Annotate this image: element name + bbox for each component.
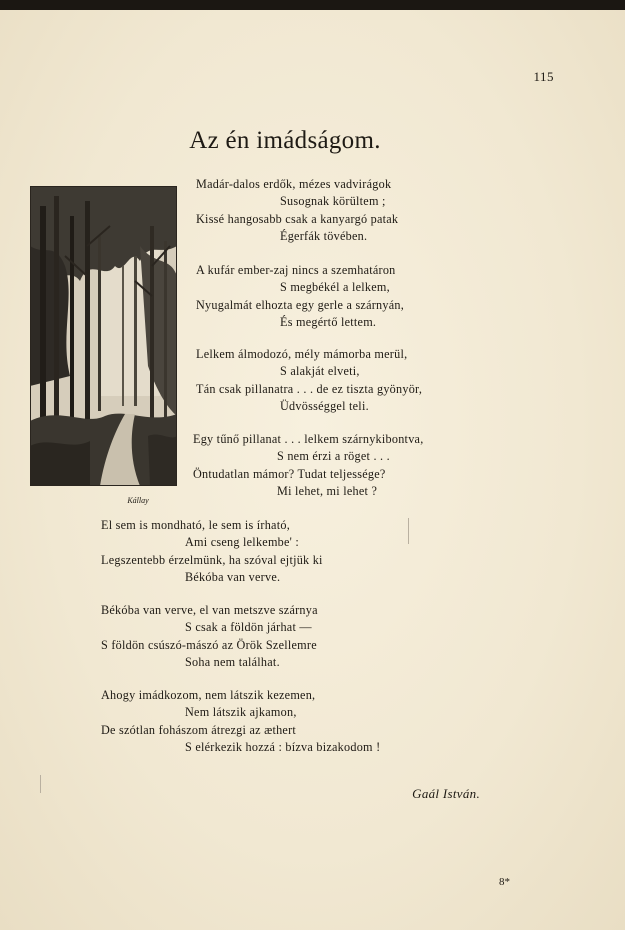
- poem-line: Lelkem álmodozó, mély mámorba merül,: [196, 347, 408, 361]
- poem-line: Égerfák tövében.: [280, 229, 368, 244]
- poem-line: Soha nem találhat.: [185, 655, 280, 670]
- poem-line: S földön csúszó-mászó az Örök Szellemre: [101, 637, 317, 652]
- stanza-7: [101, 687, 380, 757]
- poem-line: S megbékél a lelkem,: [280, 280, 390, 295]
- stanza-5: [101, 517, 323, 587]
- poem-line: S elérkezik hozzá : bízva bizakodom !: [185, 740, 381, 755]
- signature-mark: 8*: [499, 876, 510, 888]
- poem-line: Ahogy imádkozom, nem látszik kezemen,: [101, 688, 316, 702]
- pencil-mark: [40, 775, 41, 793]
- stanza-4: [193, 431, 424, 501]
- poem-line: Mi lehet, mi lehet ?: [277, 484, 378, 499]
- book-page: [0, 10, 625, 930]
- poem-line: S csak a földön járhat —: [185, 620, 312, 635]
- poem-line: S nem érzi a röget . . .: [277, 449, 390, 464]
- author-signature: Gaál István.: [412, 786, 480, 801]
- poem-line: S alakját elveti,: [280, 364, 360, 379]
- poem-line: Legszentebb érzelmünk, ha szóval ejtjük ki: [101, 552, 323, 567]
- stanza-3: [196, 346, 422, 416]
- poem-line: Békóba van verve, el van metszve szárnya: [101, 603, 318, 617]
- poem-line: Öntudatlan mámor? Tudat teljessége?: [193, 466, 386, 481]
- forest-illustration: [30, 186, 177, 486]
- poem-line: A kufár ember-zaj nincs a szemhatáron: [196, 263, 396, 277]
- stanza-1: [196, 176, 398, 246]
- stanza-6: [101, 602, 318, 672]
- page-number: 115: [533, 69, 554, 84]
- poem-line: Tán csak pillanatra . . . de ez tiszta gyönyör,: [196, 381, 423, 396]
- poem-line: És megértő lettem.: [280, 315, 377, 330]
- scan-top-edge: [0, 0, 625, 10]
- pencil-mark: [408, 518, 409, 544]
- forest-engraving-icon: [30, 186, 177, 486]
- poem-line: Ami cseng lelkembe' :: [185, 535, 300, 550]
- poem-line: Üdvösséggel teli.: [280, 399, 369, 414]
- poem-line: Madár-dalos erdők, mézes vadvirágok: [196, 177, 392, 191]
- poem-line: Susognak körültem ;: [280, 194, 386, 209]
- poem-title: Az én imádságom.: [189, 127, 381, 154]
- poem-line: Kissé hangosabb csak a kanyargó patak: [196, 211, 399, 226]
- poem-line: De szótlan fohászom átrezgi az æthert: [101, 722, 297, 737]
- poem-line: El sem is mondható, le sem is írható,: [101, 518, 290, 532]
- poem-line: Nem látszik ajkamon,: [185, 705, 297, 720]
- stanza-2: [196, 262, 404, 332]
- poem-line: Békóba van verve.: [185, 570, 281, 585]
- poem-line: Egy tűnő pillanat . . . lelkem szárnykibontva,: [193, 432, 424, 446]
- illustration-caption: Kállay: [127, 496, 149, 505]
- poem-line: Nyugalmát elhozta egy gerle a szárnyán,: [196, 297, 405, 312]
